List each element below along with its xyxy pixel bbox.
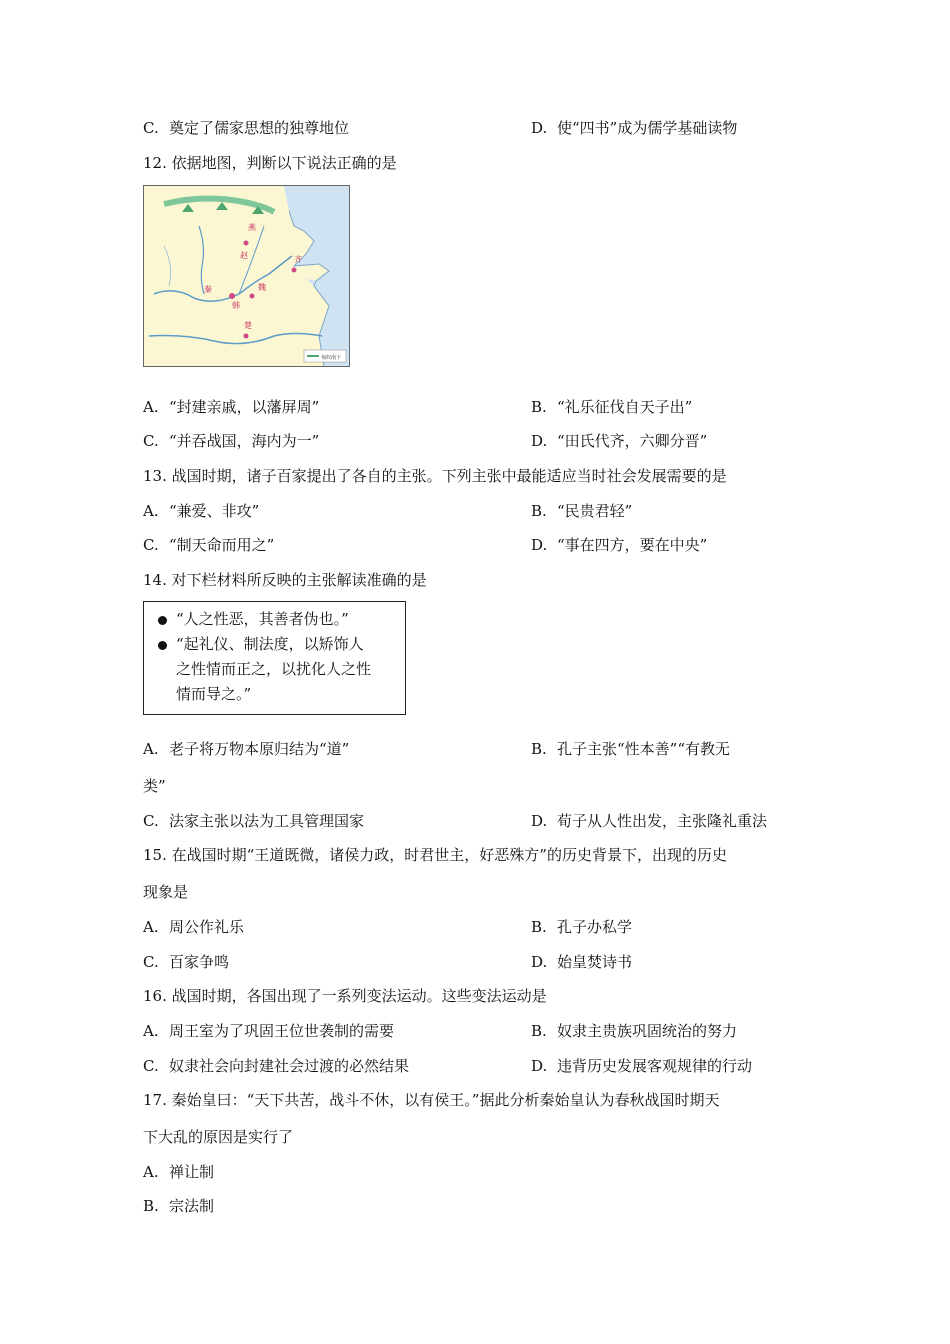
source-line-4: 情而导之。” bbox=[176, 685, 252, 703]
q11-option-d[interactable] bbox=[531, 118, 737, 138]
option-text: 宗法制 bbox=[169, 1197, 215, 1215]
option-text: “田氏代齐，六卿分晋” bbox=[557, 432, 708, 450]
state-label-wei: 魏 bbox=[258, 283, 266, 292]
river-branch bbox=[199, 226, 204, 294]
q11-option-c[interactable] bbox=[143, 118, 349, 138]
option-letter: A. bbox=[143, 1022, 159, 1040]
option-text: 孔子主张“性本善”“有教无 bbox=[557, 740, 731, 758]
option-letter: A. bbox=[143, 398, 159, 416]
q12-option-b[interactable] bbox=[531, 397, 692, 417]
q15-option-a[interactable] bbox=[143, 917, 244, 937]
option-letter: D. bbox=[531, 1057, 548, 1075]
capital-dot bbox=[244, 241, 249, 246]
q13-option-d[interactable] bbox=[531, 535, 707, 555]
option-text: 孔子办私学 bbox=[557, 918, 633, 936]
option-letter: A. bbox=[143, 740, 159, 758]
option-text: “兼爱、非攻” bbox=[169, 502, 260, 520]
q14-option-a[interactable] bbox=[143, 739, 349, 759]
q14-option-b[interactable] bbox=[531, 739, 730, 759]
warring-states-map bbox=[143, 185, 350, 367]
q16-option-b[interactable] bbox=[531, 1021, 737, 1041]
arrow-head bbox=[182, 204, 194, 212]
map-svg bbox=[144, 186, 349, 366]
option-text: 奠定了儒家思想的独尊地位 bbox=[169, 119, 350, 137]
q15-option-b[interactable] bbox=[531, 917, 632, 937]
arrow-head bbox=[216, 202, 228, 210]
source-line-1: “人之性恶，其善者伪也。” bbox=[176, 610, 349, 628]
option-letter: A. bbox=[143, 918, 159, 936]
q15-stem-line-1: 15. 在战国时期“王道既微，诸侯力政，时君世主，好恶殊方”的历史背景下，出现的历史 bbox=[143, 846, 727, 864]
option-letter: B. bbox=[531, 502, 547, 520]
option-text: “礼乐征伐自天子出” bbox=[557, 398, 693, 416]
q16-option-d[interactable] bbox=[531, 1056, 752, 1076]
q16-option-a[interactable] bbox=[143, 1021, 394, 1041]
option-text: “民贵君轻” bbox=[557, 502, 633, 520]
option-text: 奴隶社会向封建社会过渡的必然结果 bbox=[169, 1057, 410, 1075]
q12-option-c[interactable] bbox=[143, 431, 319, 451]
option-letter: B. bbox=[531, 918, 547, 936]
q15-stem-line-2: 现象是 bbox=[143, 883, 189, 901]
yellow-river bbox=[154, 256, 292, 301]
option-text: 周王室为了巩固王位世袭制的需要 bbox=[169, 1022, 395, 1040]
option-letter: C. bbox=[143, 536, 159, 554]
option-text: “并吞战国，海内为一” bbox=[169, 432, 320, 450]
q13-option-b[interactable] bbox=[531, 501, 632, 521]
q13-stem: 13. 战国时期，诸子百家提出了各自的主张。下列主张中最能适应当时社会发展需要的是 bbox=[143, 467, 727, 485]
q12-stem: 12. 依据地图，判断以下说法正确的是 bbox=[143, 154, 397, 172]
option-letter: C. bbox=[143, 119, 159, 137]
q12-option-a[interactable] bbox=[143, 397, 319, 417]
capital-dot bbox=[250, 294, 255, 299]
state-label-zhao: 赵 bbox=[240, 251, 248, 260]
option-letter: D. bbox=[531, 432, 548, 450]
option-text: 违背历史发展客观规律的行动 bbox=[557, 1057, 753, 1075]
option-text: 周公作礼乐 bbox=[169, 918, 245, 936]
option-letter: B. bbox=[531, 1022, 547, 1040]
option-letter: A. bbox=[143, 502, 159, 520]
option-text: 法家主张以法为工具管理国家 bbox=[169, 812, 365, 830]
option-text: 奴隶主贵族巩固统治的努力 bbox=[557, 1022, 738, 1040]
option-letter: C. bbox=[143, 432, 159, 450]
option-text: “封建亲戚，以藩屏周” bbox=[169, 398, 320, 416]
river-branch bbox=[164, 246, 171, 286]
source-line-2: “起礼仪、制法度，以矫饰人 bbox=[176, 635, 364, 653]
capital-dot bbox=[292, 268, 297, 273]
state-label-han: 韩 bbox=[232, 301, 240, 310]
option-text: “事在四方，要在中央” bbox=[557, 536, 708, 554]
option-text: 使“四书”成为儒学基础读物 bbox=[557, 119, 738, 137]
q14-option-b-wrap: 类” bbox=[143, 777, 166, 795]
q12-option-d[interactable] bbox=[531, 431, 707, 451]
yangtze-river bbox=[149, 334, 322, 344]
capital-dot bbox=[229, 293, 235, 299]
state-label-qin: 秦 bbox=[204, 285, 212, 294]
q15-option-c[interactable] bbox=[143, 952, 229, 972]
bullet-icon bbox=[158, 616, 167, 625]
q16-option-c[interactable] bbox=[143, 1056, 409, 1076]
q17-stem-line-1: 17. 秦始皇曰：“天下共苦，战斗不休，以有侯王。”据此分析秦始皇认为春秋战国时期天 bbox=[143, 1091, 720, 1109]
state-label-yan: 燕 bbox=[248, 223, 256, 232]
state-label-qi: 齐 bbox=[294, 255, 302, 264]
q15-option-d[interactable] bbox=[531, 952, 632, 972]
option-letter: A. bbox=[143, 1163, 159, 1181]
option-text: 百家争鸣 bbox=[169, 953, 230, 971]
q17-option-b[interactable] bbox=[143, 1196, 214, 1216]
option-letter: B. bbox=[143, 1197, 159, 1215]
source-material-box bbox=[143, 601, 406, 715]
q17-stem-line-2: 下大乱的原因是实行了 bbox=[143, 1128, 294, 1146]
legend-label: 匈奴南下 bbox=[321, 355, 342, 361]
bullet-icon bbox=[158, 641, 167, 650]
option-letter: D. bbox=[531, 536, 548, 554]
state-label-chu: 楚 bbox=[244, 321, 252, 330]
q14-option-c[interactable] bbox=[143, 811, 364, 831]
option-letter: C. bbox=[143, 1057, 159, 1075]
option-letter: B. bbox=[531, 740, 547, 758]
option-letter: C. bbox=[143, 812, 159, 830]
option-letter: D. bbox=[531, 953, 548, 971]
q13-option-c[interactable] bbox=[143, 535, 274, 555]
option-letter: C. bbox=[143, 953, 159, 971]
option-text: 禅让制 bbox=[169, 1163, 215, 1181]
q14-stem: 14. 对下栏材料所反映的主张解读准确的是 bbox=[143, 571, 427, 589]
capital-dot bbox=[244, 334, 249, 339]
q13-option-a[interactable] bbox=[143, 501, 259, 521]
option-letter: D. bbox=[531, 812, 548, 830]
option-text: 老子将万物本原归结为“道” bbox=[169, 740, 350, 758]
option-letter: D. bbox=[531, 119, 548, 137]
q14-option-d[interactable] bbox=[531, 811, 767, 831]
q17-option-a[interactable] bbox=[143, 1162, 214, 1182]
option-text: 荀子从人性出发，主张隆礼重法 bbox=[557, 812, 768, 830]
option-text: “制天命而用之” bbox=[169, 536, 275, 554]
option-text: 始皇焚诗书 bbox=[557, 953, 633, 971]
option-letter: B. bbox=[531, 398, 547, 416]
source-line-3: 之性情而正之，以扰化人之性 bbox=[176, 660, 372, 678]
q16-stem: 16. 战国时期，各国出现了一系列变法运动。这些变法运动是 bbox=[143, 987, 547, 1005]
